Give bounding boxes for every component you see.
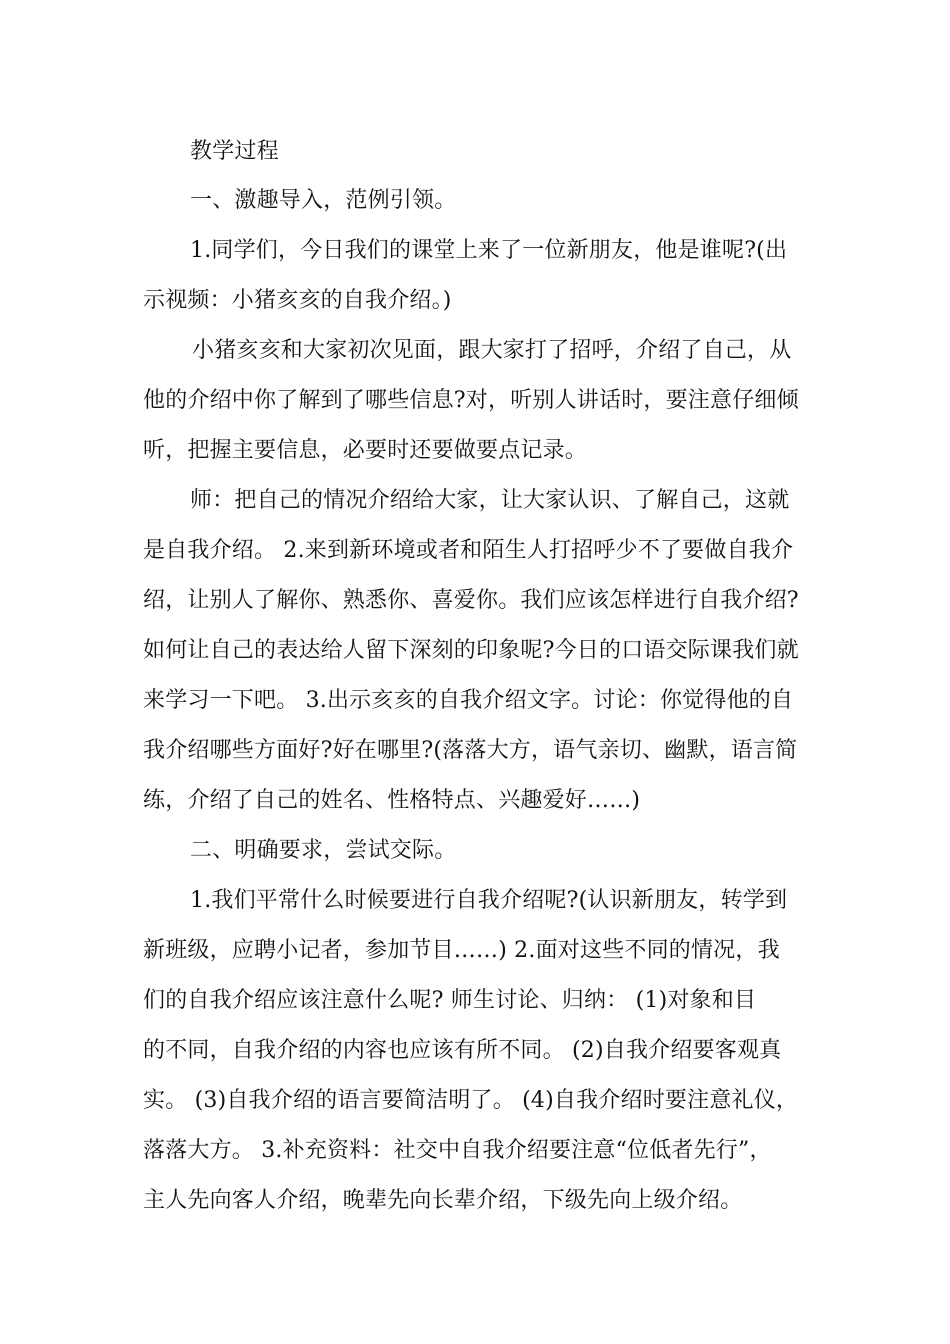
section-2-title: 二、明确要求，尝试交际。 — [190, 838, 457, 863]
paragraph-3-line-7: 练，介绍了自己的姓名、性格特点、兴趣爱好……) — [143, 788, 641, 813]
paragraph-3-line-1: 师：把自己的情况介绍给大家，让大家认识、了解自己，这就 — [190, 488, 790, 513]
heading-teaching-process: 教学过程 — [190, 139, 279, 164]
paragraph-3-line-3: 绍，让别人了解你、熟悉你、喜爱你。我们应该怎样进行自我介绍? — [143, 588, 799, 613]
paragraph-4-line-5: 实。 (3)自我介绍的语言要简洁明了。 (4)自我介绍时要注意礼仪， — [143, 1088, 799, 1113]
paragraph-1-line-2: 示视频：小猪亥亥的自我介绍。) — [143, 288, 452, 313]
paragraph-3-line-6: 我介绍哪些方面好?好在哪里?(落落大方，语气亲切、幽默，语言简 — [143, 738, 798, 763]
paragraph-4-line-3: 们的自我介绍应该注意什么呢? 师生讨论、归纳： (1)对象和目 — [143, 988, 757, 1013]
section-1-title: 一、激趣导入，范例引领。 — [190, 188, 457, 213]
paragraph-4-line-4: 的不同，自我介绍的内容也应该有所不同。 (2)自我介绍要客观真 — [143, 1038, 782, 1063]
paragraph-4-line-2: 新班级，应聘小记者，参加节目……) 2.面对这些不同的情况，我 — [143, 938, 780, 963]
paragraph-2-line-1: 小猪亥亥和大家初次见面，跟大家打了招呼，介绍了自己，从 — [192, 338, 792, 363]
paragraph-3-line-5: 来学习一下吧。 3.出示亥亥的自我介绍文字。讨论：你觉得他的自 — [143, 688, 794, 713]
paragraph-3-line-2: 是自我介绍。 2.来到新环境或者和陌生人打招呼少不了要做自我介 — [143, 538, 794, 563]
paragraph-2-line-3: 听，把握主要信息，必要时还要做要点记录。 — [143, 438, 588, 463]
paragraph-2-line-2: 他的介绍中你了解到了哪些信息?对，听别人讲话时，要注意仔细倾 — [143, 388, 799, 413]
paragraph-4-line-6: 落落大方。 3.补充资料：社交中自我介绍要注意“位低者先行”， — [143, 1138, 772, 1163]
paragraph-1-line-1: 1.同学们，今日我们的课堂上来了一位新朋友，他是谁呢?(出 — [190, 238, 788, 263]
paragraph-3-line-4: 如何让自己的表达给人留下深刻的印象呢?今日的口语交际课我们就 — [143, 638, 799, 663]
paragraph-4-line-7: 主人先向客人介绍，晚辈先向长辈介绍，下级先向上级介绍。 — [143, 1188, 743, 1213]
paragraph-4-line-1: 1.我们平常什么时候要进行自我介绍呢?(认识新朋友，转学到 — [190, 888, 788, 913]
